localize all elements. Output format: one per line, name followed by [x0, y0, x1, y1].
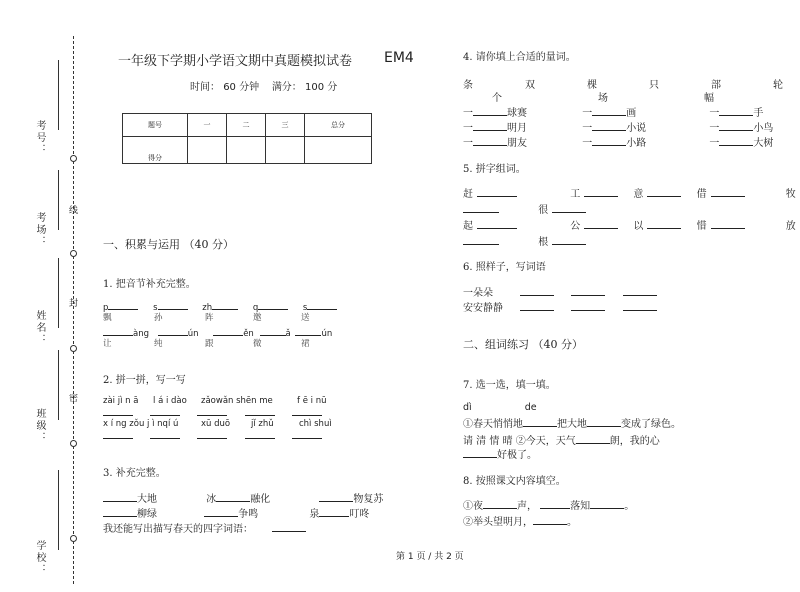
fill-text: 一 [709, 123, 720, 134]
hanzi: 邀 [253, 313, 262, 323]
pinyin-row [103, 396, 326, 406]
fill-text: 冰 [206, 494, 217, 505]
answer-blank[interactable] [523, 417, 557, 427]
hanzi: 飘 [103, 313, 112, 323]
answer-blank[interactable] [103, 492, 137, 502]
score-value: 100 分 [305, 82, 338, 93]
exam-room-blank[interactable] [58, 170, 59, 230]
fill-text: 。 [567, 517, 577, 528]
answer-blank[interactable] [623, 286, 657, 296]
margin-mark-secret: 密 [67, 393, 77, 402]
fill-text: ②举头望明月， [463, 517, 533, 528]
compose-row [463, 233, 586, 248]
binding-hole [70, 345, 77, 352]
fill-text: 小说 [626, 123, 647, 134]
answer-blank[interactable] [103, 326, 133, 336]
fill-line [103, 505, 369, 520]
answer-blank[interactable] [590, 499, 624, 509]
fill-line [103, 520, 306, 535]
fill-text: 大树 [753, 138, 774, 149]
word-bank-item: 部 [711, 80, 721, 91]
hanzi: 很 [538, 205, 549, 216]
class-blank[interactable] [58, 350, 59, 420]
score-table-cell: 题号 [123, 114, 188, 137]
answer-blank[interactable] [103, 507, 137, 517]
pinyin-prefix: s [302, 303, 308, 313]
answer-blank[interactable] [584, 187, 618, 197]
answer-blank[interactable] [463, 203, 499, 213]
hanzi: 让 [103, 339, 112, 349]
answer-blank[interactable] [719, 106, 753, 116]
pinyin: zài jì n ā [103, 396, 139, 406]
example-word: 一朵朵 [463, 288, 493, 299]
answer-blank[interactable] [463, 448, 497, 458]
hanzi: 工 [570, 189, 581, 200]
hanzi: 跟 [205, 339, 214, 349]
answer-blank[interactable] [719, 121, 753, 131]
score-table-score-row [123, 137, 372, 164]
hanzi: 根 [538, 237, 549, 248]
answer-blank[interactable] [108, 300, 138, 310]
compose-row [463, 201, 586, 216]
answer-blank[interactable] [647, 219, 681, 229]
fill-text: 泉 [309, 509, 320, 520]
exam-room-label: 考场： [34, 212, 45, 248]
question-title: 7. 选一选，填一填。 [463, 380, 556, 391]
answer-blank[interactable] [307, 300, 337, 310]
compose-row [463, 217, 796, 232]
hanzi: 阵 [205, 313, 214, 323]
name-label: 姓名： [34, 310, 45, 346]
answer-blank[interactable] [647, 187, 681, 197]
answer-blank[interactable] [552, 235, 586, 245]
question-title: 2. 拼一拼，写一写 [103, 375, 186, 386]
pinyin: chì shuì [299, 419, 332, 429]
answer-blank[interactable] [473, 106, 507, 116]
answer-blank[interactable] [258, 300, 288, 310]
name-blank[interactable] [58, 258, 59, 328]
answer-blank[interactable] [319, 492, 353, 502]
exam-number-blank[interactable] [58, 60, 59, 130]
word-bank-item: 条 [463, 80, 473, 91]
answer-blank[interactable] [592, 136, 626, 146]
hanzi: 借 [696, 189, 707, 200]
answer-blank[interactable] [260, 326, 286, 336]
answer-blank[interactable] [592, 106, 626, 116]
answer-row [103, 406, 322, 419]
time-info [190, 78, 337, 93]
word-bank-item: 幅 [704, 93, 714, 104]
hanzi: 赶 [463, 189, 473, 200]
answer-blank[interactable] [711, 187, 745, 197]
answer-blank[interactable] [711, 219, 745, 229]
answer-blank[interactable] [483, 499, 517, 509]
option: dì [463, 402, 472, 413]
score-table-cell: 一 [188, 114, 227, 137]
fill-text: 。 [624, 501, 635, 512]
answer-blank[interactable] [197, 429, 227, 439]
answer-blank[interactable] [477, 187, 517, 197]
pinyin: l á i dào [153, 396, 187, 406]
binding-hole [70, 535, 77, 542]
page-title: 一年级下学期小学语文期中真题模拟试卷 [118, 54, 353, 69]
fill-text: 把大地 [557, 419, 587, 430]
answer-row [103, 429, 322, 442]
answer-blank[interactable] [540, 499, 570, 509]
fill-text: 小鸟 [753, 123, 774, 134]
answer-blank[interactable] [587, 417, 621, 427]
hanzi: 以 [633, 221, 644, 232]
fill-line [463, 446, 537, 461]
score-table-header-row [123, 114, 372, 137]
fill-text: 变成了绿色。 [621, 419, 681, 430]
fill-text: 一 [463, 138, 473, 149]
fill-text: 小路 [626, 138, 647, 149]
answer-blank[interactable] [150, 406, 180, 416]
score-table-cell: 得分 [123, 137, 188, 164]
fill-text: 一 [463, 108, 473, 119]
score-input-cell[interactable] [266, 137, 305, 164]
word-bank-item: 双 [525, 80, 535, 91]
score-label: 满分： [271, 82, 302, 93]
answer-blank[interactable] [520, 301, 554, 311]
answer-blank[interactable] [520, 286, 554, 296]
char-row [103, 311, 310, 323]
score-input-cell[interactable] [188, 137, 227, 164]
pinyin-suffix: ěn [243, 329, 254, 339]
question-title: 6. 照样子，写词语 [463, 262, 546, 273]
hanzi: 公 [570, 221, 581, 232]
word-bank-item: 棵 [587, 80, 597, 91]
fill-text: 柳绿 [137, 509, 157, 520]
answer-blank[interactable] [571, 286, 605, 296]
score-table-cell: 三 [266, 114, 305, 137]
answer-blank[interactable] [292, 429, 322, 439]
answer-blank[interactable] [150, 429, 180, 439]
answer-blank[interactable] [319, 507, 349, 517]
pinyin: xū duō [201, 419, 231, 429]
fill-text: 手 [753, 108, 764, 119]
fill-text: 争鸣 [238, 509, 259, 520]
fill-text: 叮咚 [349, 509, 370, 520]
word-bank-item: 轮 [773, 80, 783, 91]
time-value: 60 分钟 [223, 82, 260, 93]
fill-text: 画 [626, 108, 637, 119]
fill-text: 好极了。 [497, 450, 537, 461]
page-footer: 第 1 页 / 共 2 页 [396, 552, 464, 562]
fill-text: 明月 [507, 123, 527, 134]
hanzi: 裙 [301, 339, 310, 349]
answer-blank[interactable] [571, 301, 605, 311]
fill-text: 融化 [250, 494, 271, 505]
hanzi: 惜 [696, 221, 707, 232]
question-title: 3. 补充完整。 [103, 468, 166, 479]
hanzi: 牧 [785, 189, 796, 200]
hanzi: 微 [253, 339, 262, 349]
fill-line [103, 490, 383, 505]
answer-blank[interactable] [204, 507, 238, 517]
fill-text: 声， [517, 501, 537, 512]
time-label: 时间： [190, 82, 220, 93]
hanzi: 送 [301, 313, 310, 323]
pinyin-prefix: p [103, 303, 109, 313]
option-row [463, 402, 537, 413]
answer-blank[interactable] [103, 429, 133, 439]
answer-blank[interactable] [473, 136, 507, 146]
fill-text: 一 [582, 123, 593, 134]
pinyin-prefix: zh [202, 303, 213, 313]
section-heading: 二、组词练习 （40 分） [463, 338, 583, 351]
compose-row [463, 185, 796, 200]
fill-text: 一 [582, 138, 593, 149]
fill-text: 一 [709, 138, 720, 149]
fill-text: 一 [582, 108, 593, 119]
answer-blank[interactable] [292, 406, 322, 416]
word-bank-item: 个 [492, 93, 502, 104]
exam-code: EM4 [384, 50, 414, 66]
measure-row [463, 134, 773, 149]
binding-hole [70, 440, 77, 447]
section-heading: 一、积累与运用 （40 分） [103, 238, 234, 251]
margin-mark-seal: 封 [67, 298, 77, 307]
pinyin: x í ng zǒu j ì nqí ú [103, 419, 179, 429]
answer-blank[interactable] [295, 326, 321, 336]
binding-hole [70, 250, 77, 257]
question-title: 1. 把音节补充完整。 [103, 279, 196, 290]
measure-row [463, 119, 773, 134]
example-row [463, 284, 657, 299]
fill-text: 落知 [570, 501, 591, 512]
answer-blank[interactable] [592, 121, 626, 131]
measure-row [463, 104, 763, 119]
fill-line [463, 432, 660, 447]
score-table-cell: 总分 [305, 114, 372, 137]
answer-blank[interactable] [473, 121, 507, 131]
answer-blank[interactable] [158, 300, 188, 310]
char-row [103, 337, 310, 349]
school-label: 学校： [34, 540, 45, 576]
fill-text: 大地 [137, 494, 157, 505]
fill-text: 物复苏 [353, 494, 384, 505]
fill-text: 朗，我的心 [609, 436, 660, 447]
answer-blank[interactable] [623, 301, 657, 311]
answer-blank[interactable] [213, 326, 243, 336]
pinyin-prefix: q [252, 303, 259, 313]
word-bank [492, 89, 714, 104]
hanzi: 纯 [154, 339, 163, 349]
exam-number-label: 考号： [34, 120, 45, 156]
fill-line [463, 415, 681, 430]
answer-blank[interactable] [584, 219, 618, 229]
fill-text: ①夜 [463, 501, 483, 512]
binding-hole [70, 155, 77, 162]
answer-blank[interactable] [245, 429, 275, 439]
answer-blank[interactable] [216, 492, 250, 502]
pinyin: zǎowǎn shēn me [201, 396, 273, 406]
fill-text: ①春天悄悄地 [463, 419, 523, 430]
fill-line [463, 513, 577, 528]
pinyin-suffix: ún [321, 329, 333, 339]
answer-blank[interactable] [158, 326, 188, 336]
answer-blank[interactable] [103, 406, 133, 416]
answer-blank[interactable] [272, 522, 306, 532]
word-bank-item: 场 [598, 93, 608, 104]
pinyin: jǐ zhǔ [251, 419, 274, 429]
answer-blank[interactable] [576, 434, 610, 444]
school-blank[interactable] [58, 470, 59, 550]
answer-blank[interactable] [197, 406, 227, 416]
answer-blank[interactable] [533, 515, 567, 525]
hanzi: 意 [633, 189, 644, 200]
fill-text: 一 [709, 108, 720, 119]
answer-blank[interactable] [477, 219, 517, 229]
answer-blank[interactable] [212, 300, 238, 310]
fill-text: 请 清 情 晴 ②今天，天气 [463, 436, 576, 447]
margin-mark-line: 线 [67, 205, 77, 214]
hanzi: 放 [785, 221, 796, 232]
score-input-cell[interactable] [305, 137, 372, 164]
pinyin-suffix: àng [133, 329, 149, 339]
question-title: 5. 拼字组词。 [463, 164, 526, 175]
score-input-cell[interactable] [227, 137, 266, 164]
example-row [463, 299, 657, 314]
fill-line [463, 497, 634, 512]
answer-blank[interactable] [719, 136, 753, 146]
fill-text: 我还能写出描写春天的四字词语： [103, 524, 253, 535]
pinyin-suffix: ún [187, 329, 199, 339]
fill-text: 球赛 [507, 108, 527, 119]
fill-text: 朋友 [507, 138, 527, 149]
hanzi: 孙 [154, 313, 163, 323]
hanzi: 起 [463, 221, 473, 232]
word-bank-item: 只 [649, 80, 659, 91]
answer-blank[interactable] [245, 406, 275, 416]
score-table [122, 113, 372, 164]
answer-blank[interactable] [463, 235, 499, 245]
example-word: 安安静静 [463, 303, 503, 314]
class-label: 班级： [34, 408, 45, 444]
question-title: 4. 请你填上合适的量词。 [463, 52, 576, 63]
pinyin-suffix: ǎ [285, 329, 291, 339]
pinyin-prefix: s [153, 303, 158, 313]
binding-dashed-line [73, 36, 74, 584]
pinyin: f ē i nū [297, 396, 327, 406]
question-title: 8. 按照课文内容填空。 [463, 476, 566, 487]
fill-text: 一 [463, 123, 473, 134]
answer-blank[interactable] [552, 203, 586, 213]
score-table-cell: 二 [227, 114, 266, 137]
pinyin-row [103, 419, 332, 429]
option: de [524, 402, 537, 413]
